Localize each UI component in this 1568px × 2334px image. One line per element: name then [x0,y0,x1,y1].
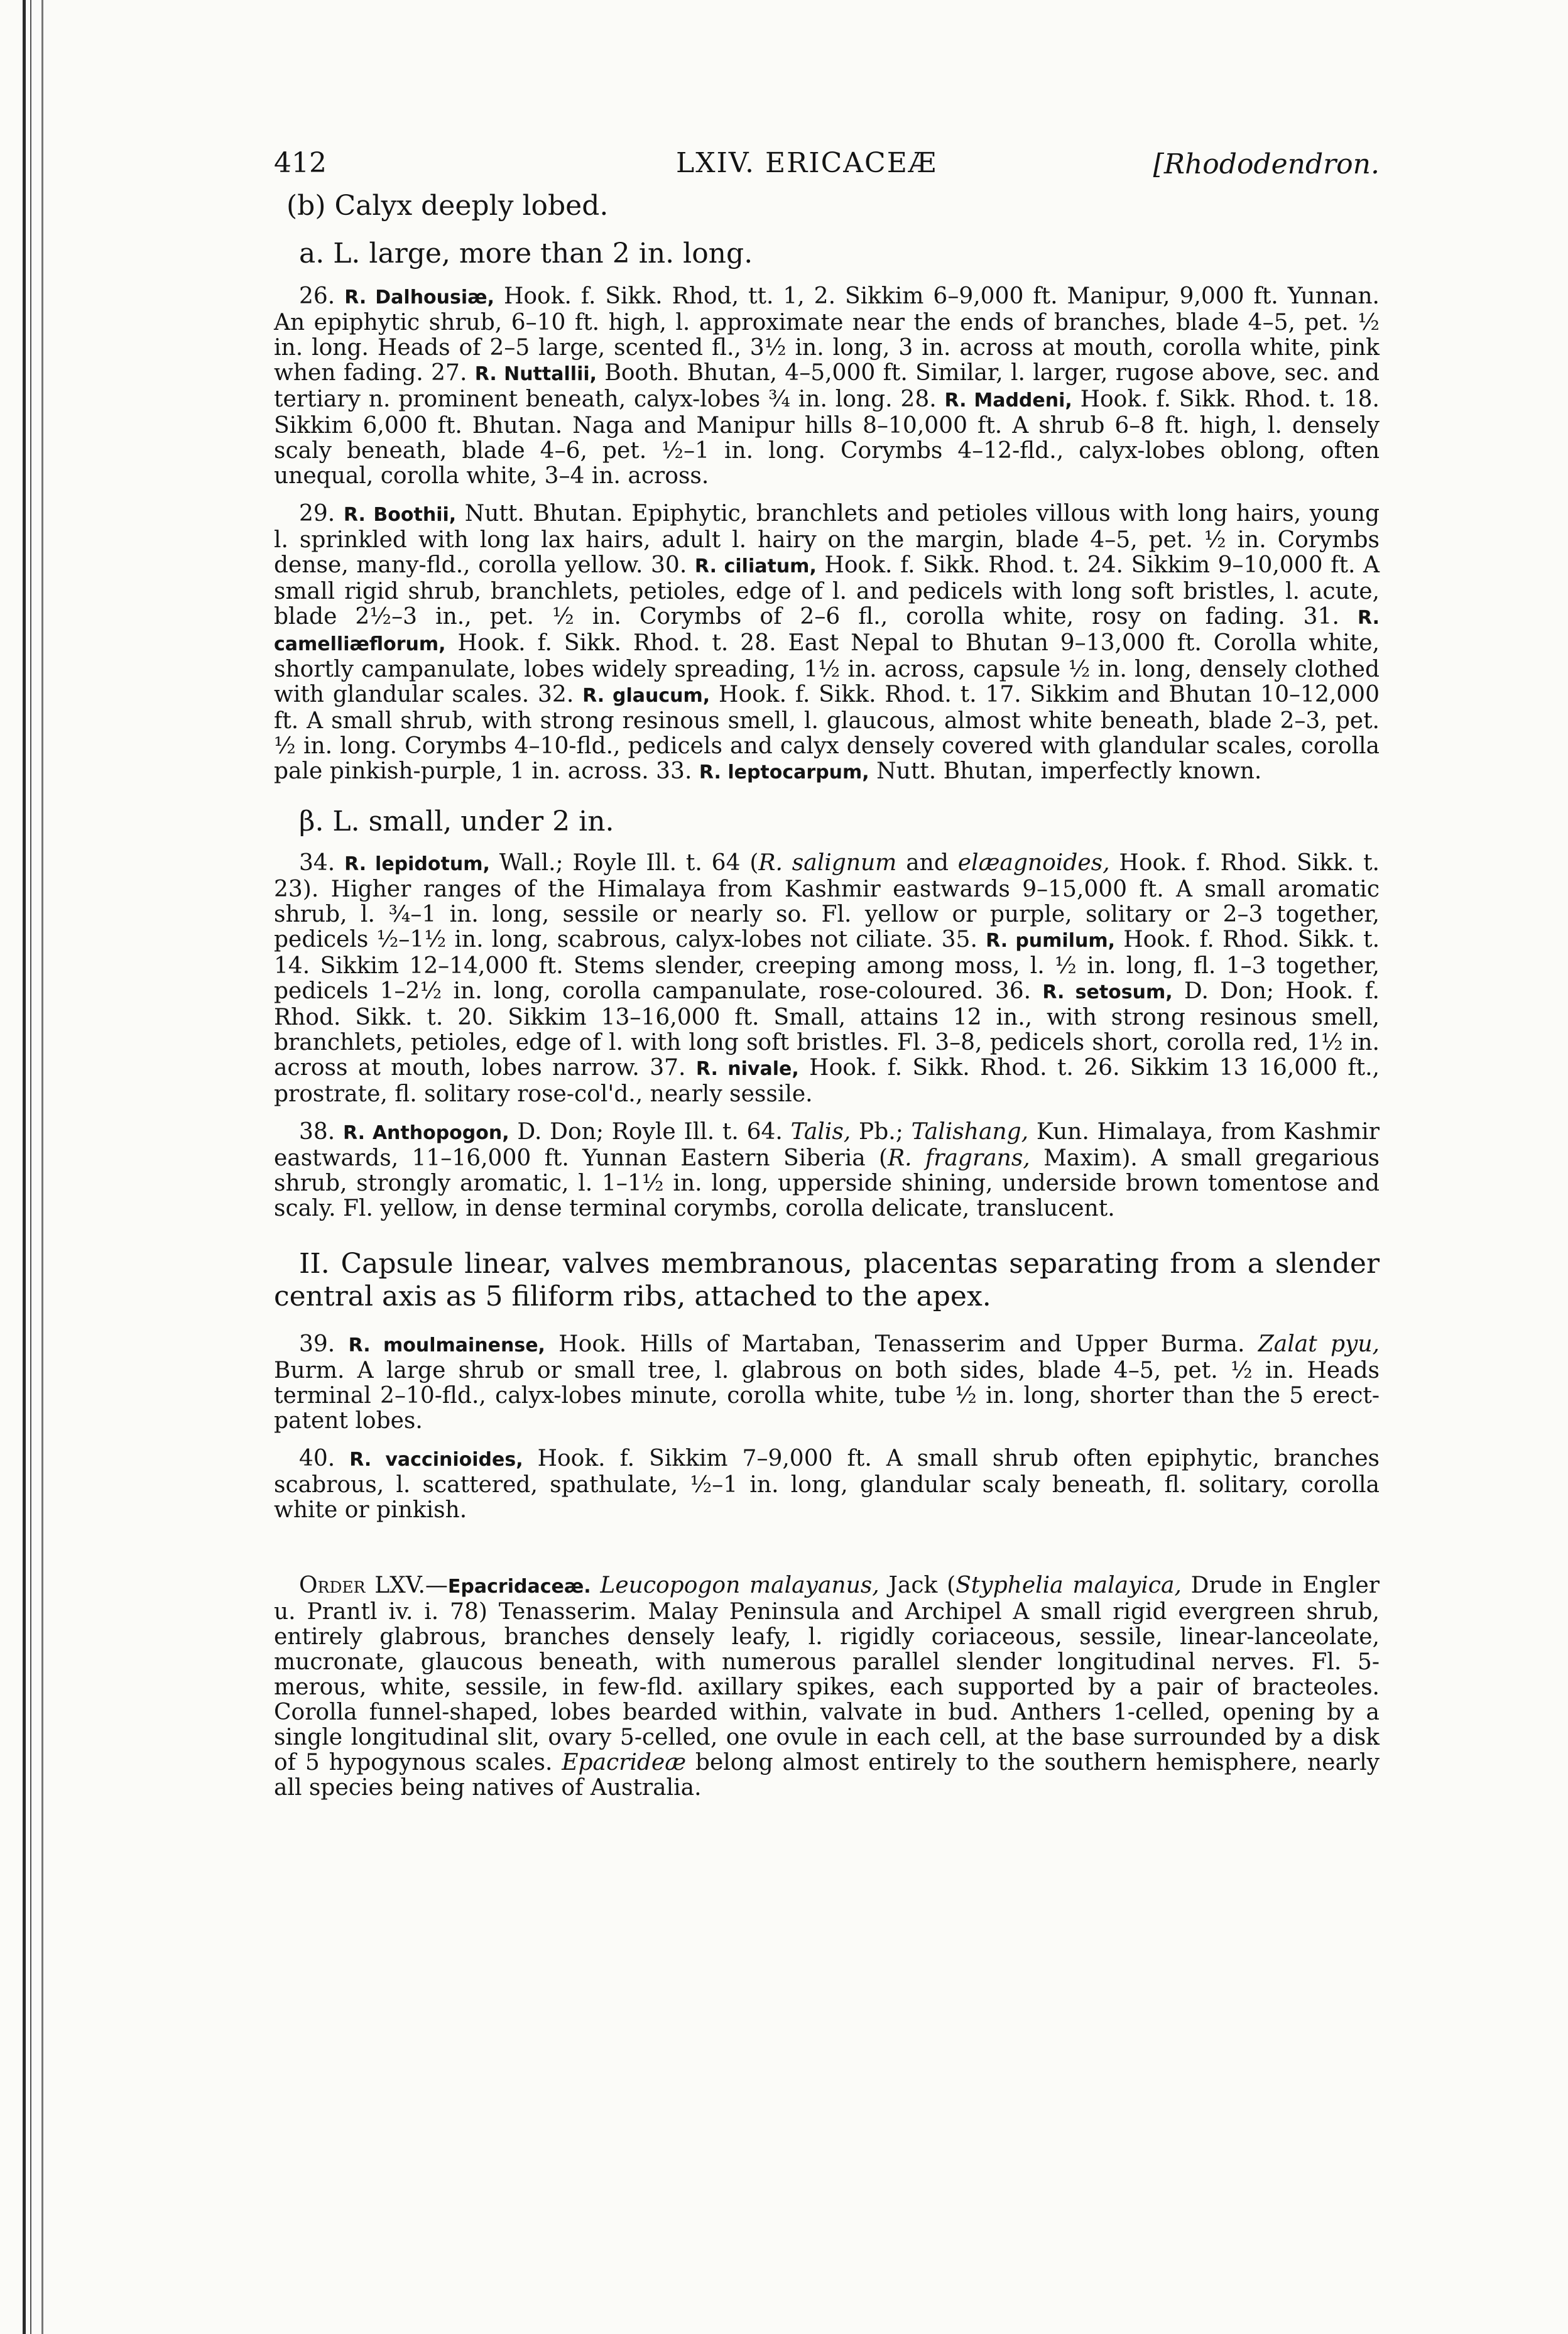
species-name: R. moulmainense, [348,1334,545,1356]
species-name: R. Maddeni, [944,390,1072,412]
paragraph-species-39: 39. R. moulmainense, Hook. Hills of Martaban, Tenasserim and Upper Burma. Zalat pyu, Burm. A large shrub or small tree, l. glabrous on both sides, blade 4–5, pet. ½ in. Heads terminal 2–10-fld., calyx-lobes minute, corolla white, tube ½ in. long, shorter than the 5 erect-patent lobes. [274,1331,1380,1434]
species-name: R. glaucum, [582,685,710,707]
subheading-leaves-large: a. L. large, more than 2 in. long. [299,237,753,270]
species-name: R. Boothii, [343,504,457,526]
species-name: R. Dalhousiæ, [344,286,494,308]
paragraph-order-epacridaceae: Order LXV.—Epacridaceæ. Leucopogon malayanus, Jack (Styphelia malayica, Drude in Engler u. Prantl iv. i. 78) Tenasserim. Malay Peninsula and Archipel A small rigid evergreen shrub, entirely glabrous, branches densely leafy, l. rigidly coriaceous, sessile, linear-lanceolate, mucronate, glaucous beneath, with numerous parallel slender longitudinal nerves. Fl. 5-merous, white, sessile, in few-fld. axillary spikes, each supported by a pair of bracteoles. Corolla funnel-shaped, lobes bearded within, valvate in bud. Anthers 1-celled, opening by a single longitudinal slit, ovary 5-celled, one ovule in each cell, at the base surrounded by a disk of 5 hypogynous scales. Epacrideæ belong almost entirely to the southern hemisphere, nearly all species being natives of Australia. [274,1573,1380,1801]
species-name: R. nivale, [695,1058,799,1080]
species-name: R. vaccinioides, [349,1449,523,1471]
chapter-title: LXIV. ERICACEÆ [676,147,937,179]
running-header [274,145,1380,186]
subheading-leaves-small: β. L. small, under 2 in. [299,805,614,837]
species-name: R. pumilum, [986,930,1116,952]
section-heading-capsule-linear: II. Capsule linear, valves membranous, placentas separating from a slender central axis as 5 filiform ribs, attached to the apex. [274,1248,1380,1312]
species-name: R. camelliæflorum, [274,607,1380,655]
paragraph-species-38: 38. R. Anthopogon, D. Don; Royle Ill. t. 64. Talis, Pb.; Talishang, Kun. Himalaya, from Kashmir eastwards, 11–16,000 ft. Yunnan Eastern Siberia (R. fragrans, Maxim). A small gregarious shrub, strongly aromatic, l. 1–1½ in. long, upperside shining, underside brown tomentose and scaly. Fl. yellow, in dense terminal corymbs, corolla delicate, translucent. [274,1119,1380,1221]
paragraph-species-26-28: 26. R. Dalhousiæ, Hook. f. Sikk. Rhod, tt. 1, 2. Sikkim 6–9,000 ft. Manipur, 9,000 ft. Yunnan. An epiphytic shrub, 6–10 ft. high, l. approximate near the ends of branches, blade 4–5, pet. ½ in. long. Heads of 2–5 large, scented fl., 3½ in. long, 3 in. across at mouth, corolla white, pink when fading. 27. R. Nuttallii, Booth. Bhutan, 4–5,000 ft. Similar, l. larger, rugose above, sec. and tertiary n. prominent beneath, calyx-lobes ¾ in. long. 28. R. Maddeni, Hook. f. Sikk. Rhod. t. 18. Sikkim 6,000 ft. Bhutan. Naga and Manipur hills 8–10,000 ft. A shrub 6–8 ft. high, l. densely scaly beneath, blade 4–6, pet. ½–1 in. long. Corymbs 4–12-fld., calyx-lobes oblong, often unequal, corolla white, 3–4 in. across. [274,283,1380,489]
paragraph-species-40: 40. R. vaccinioides, Hook. f. Sikkim 7–9,000 ft. A small shrub often epiphytic, branches scabrous, l. scattered, spathulate, ½–1 in. long, glandular scaly beneath, fl. solitary, corolla white or pinkish. [274,1446,1380,1523]
page-number: 412 [274,147,327,179]
species-name: R. lepidotum, [344,853,490,875]
species-name: R. setosum, [1042,981,1173,1003]
paragraph-species-29-33: 29. R. Boothii, Nutt. Bhutan. Epiphytic, branchlets and petioles villous with long hairs, young l. sprinkled with long lax hairs, adult l. hairy on the margin, blade 4–5, pet. ½ in. Corymbs dense, many-fld., corolla yellow. 30. R. ciliatum, Hook. f. Sikk. Rhod. t. 24. Sikkim 9–10,000 ft. A small rigid shrub, branchlets, petioles, edge of l. and pedicels with long soft bristles, l. acute, blade 2½–3 in., pet. ½ in. Corymbs of 2–6 fl., corolla white, rosy on fading. 31. R. camelliæflorum, Hook. f. Sikk. Rhod. t. 28. East Nepal to Bhutan 9–13,000 ft. Corolla white, shortly campanulate, lobes widely spreading, 1½ in. across, capsule ½ in. long, densely clothed with glandular scales. 32. R. glaucum, Hook. f. Sikk. Rhod. t. 17. Sikkim and Bhutan 10–12,000 ft. A small shrub, with strong resinous smell, l. glaucous, almost white beneath, blade 2–3, pet. ½ in. long. Corymbs 4–10-fld., pedicels and calyx densely covered with glandular scales, corolla pale pinkish-purple, 1 in. across. 33. R. leptocarpum, Nutt. Bhutan, imperfectly known. [274,501,1380,784]
binding-shadow [41,0,43,2334]
paragraph-species-34-37: 34. R. lepidotum, Wall.; Royle Ill. t. 64 (R. salignum and elæagnoides, Hook. f. Rhod. Sikk. t. 23). Higher ranges of the Himalaya from Kashmir eastwards 9–15,000 ft. A small aromatic shrub, l. ¾–1 in. long, sessile or nearly so. Fl. yellow or purple, solitary or 2–3 together, pedicels ½–1½ in. long, scabrous, calyx-lobes not ciliate. 35. R. pumilum, Hook. f. Rhod. Sikk. t. 14. Sikkim 12–14,000 ft. Stems slender, creeping among moss, l. ½ in. long, fl. 1–3 together, pedicels 1–2½ in. long, corolla campanulate, rose-coloured. 36. R. setosum, D. Don; Hook. f. Rhod. Sikk. t. 20. Sikkim 13–16,000 ft. Small, attains 12 in., with strong resinous smell, branchlets, petioles, edge of l. with long soft bristles. Fl. 3–8, pedicels short, corolla red, 1½ in. across at mouth, lobes narrow. 37. R. nivale, Hook. f. Sikk. Rhod. t. 26. Sikkim 13 16,000 ft., prostrate, fl. solitary rose-col'd., nearly sessile. [274,850,1380,1107]
species-name: R. Nuttallii, [474,363,597,385]
page-body [274,145,1380,1813]
binding-edge [23,0,31,2334]
family-name: Epacridaceæ. [447,1576,591,1598]
species-name: R. Anthopogon, [343,1122,509,1144]
species-name: R. ciliatum, [694,555,817,577]
species-name: R. leptocarpum, [699,761,869,783]
genus-label: [Rhododendron. [1153,148,1380,180]
subheading-calyx-deeply-lobed: (b) Calyx deeply lobed. [286,190,609,222]
